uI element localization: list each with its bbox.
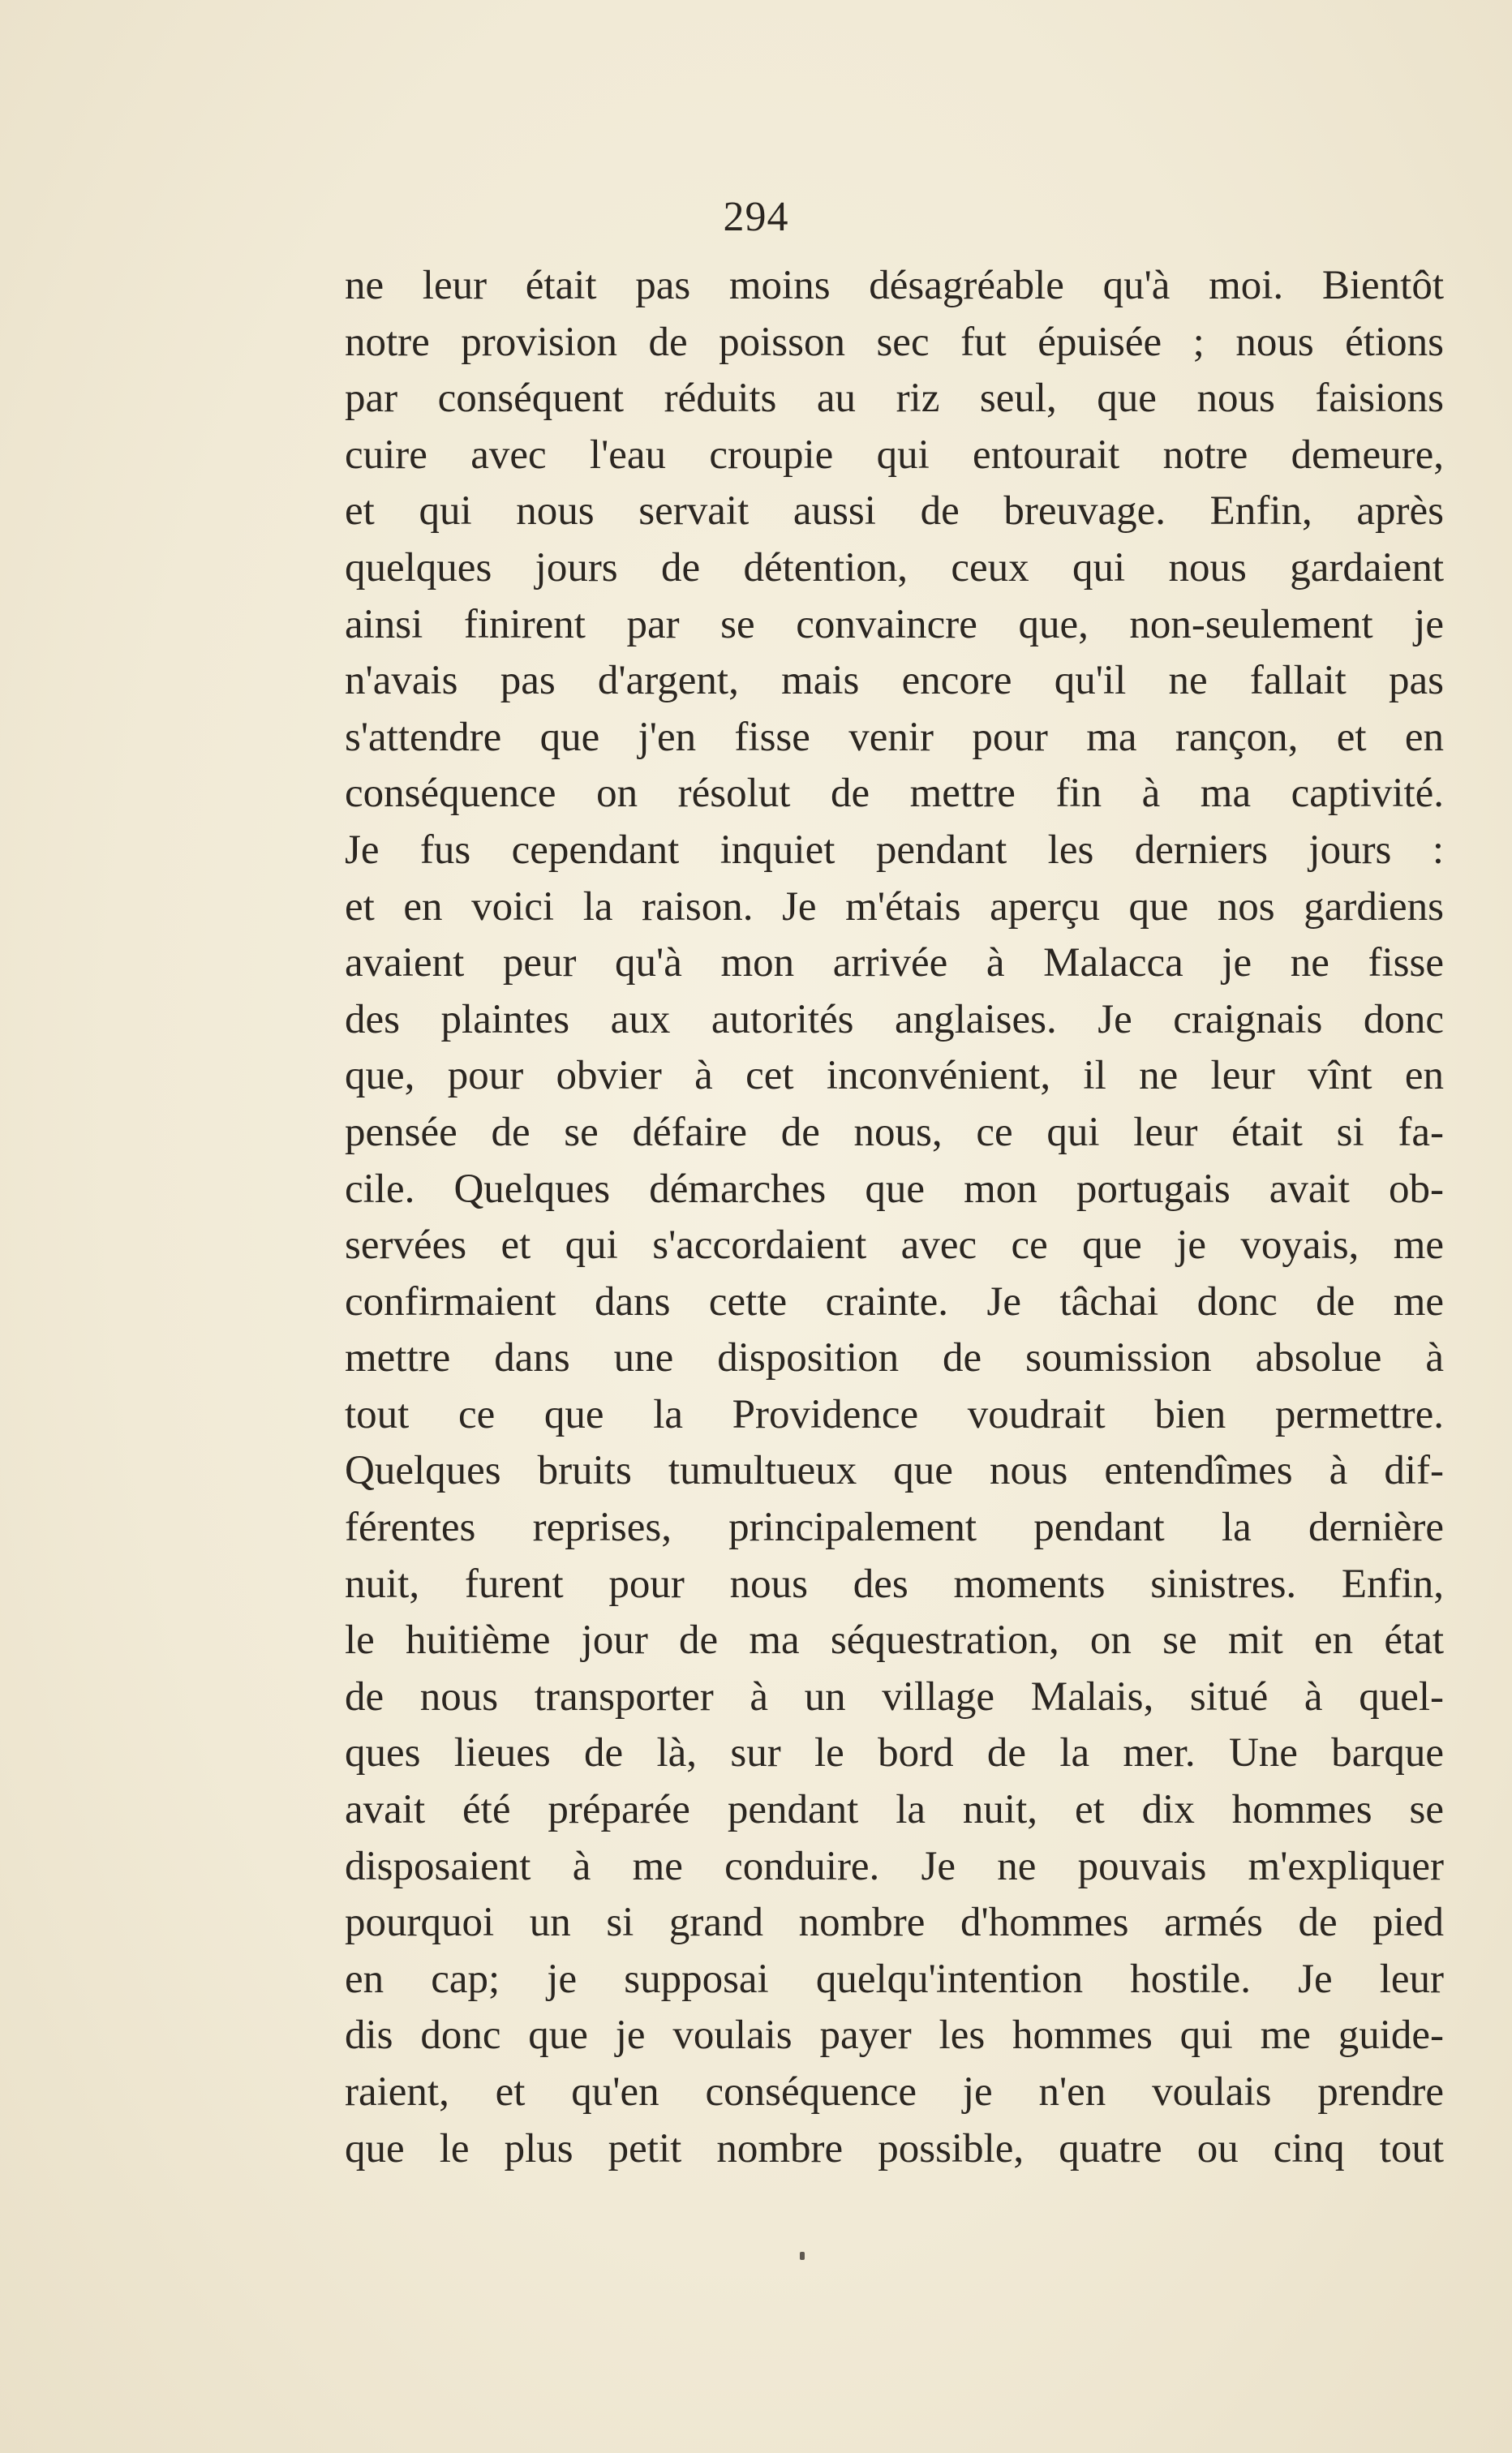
- text-line: notre provision de poisson sec fut épuisée ; nous étions: [345, 319, 1444, 365]
- text-line: Quelques bruits tumultueux que nous entendîmes à dif-: [345, 1448, 1444, 1494]
- text-line: pourquoi un si grand nombre d'hommes armés de pied: [345, 1900, 1444, 1946]
- text-line: pensée de se défaire de nous, ce qui leur était si fa-: [345, 1109, 1444, 1155]
- text-line: en cap; je supposai quelqu'intention hostile. Je leur: [345, 1956, 1444, 2002]
- text-line: quelques jours de détention, ceux qui nous gardaient: [345, 544, 1444, 591]
- text-line: raient, et qu'en conséquence je n'en voulais prendre: [345, 2069, 1444, 2115]
- text-line: tout ce que la Providence voudrait bien permettre.: [345, 1391, 1444, 1437]
- text-line: que le plus petit nombre possible, quatre ou cinq tout: [345, 2125, 1444, 2172]
- text-line: servées et qui s'accordaient avec ce que je voyais, me: [345, 1222, 1444, 1269]
- text-line: disposaient à me conduire. Je ne pouvais m'expliquer: [345, 1843, 1444, 1889]
- text-line: conséquence on résolut de mettre fin à ma captivité.: [345, 771, 1444, 817]
- text-line: confirmaient dans cette crainte. Je tâchai donc de me: [345, 1278, 1444, 1325]
- text-line: nuit, furent pour nous des moments sinistres. Enfin,: [345, 1561, 1444, 1607]
- text-line: s'attendre que j'en fisse venir pour ma rançon, et en: [345, 714, 1444, 760]
- text-line: et qui nous servait aussi de breuvage. Enfin, après: [345, 488, 1444, 535]
- ink-speck: [800, 2252, 805, 2260]
- text-line: n'avais pas d'argent, mais encore qu'il ne fallait pas: [345, 658, 1444, 704]
- text-line: Je fus cependant inquiet pendant les derniers jours :: [345, 827, 1444, 873]
- text-line: cile. Quelques démarches que mon portugais avait ob-: [345, 1166, 1444, 1212]
- text-line: et en voici la raison. Je m'étais aperçu que nos gardiens: [345, 883, 1444, 930]
- body-text: [345, 258, 1444, 2177]
- text-line: le huitième jour de ma séquestration, on se mit en état: [345, 1617, 1444, 1664]
- text-line: des plaintes aux autorités anglaises. Je craignais donc: [345, 996, 1444, 1042]
- text-line: férentes reprises, principalement pendant la dernière: [345, 1505, 1444, 1551]
- text-line: que, pour obvier à cet inconvénient, il ne leur vînt en: [345, 1053, 1444, 1099]
- text-line: dis donc que je voulais payer les hommes qui me guide-: [345, 2013, 1444, 2059]
- text-line: cuire avec l'eau croupie qui entourait notre demeure,: [345, 432, 1444, 478]
- text-line: avait été préparée pendant la nuit, et dix hommes se: [345, 1787, 1444, 1833]
- text-line: ques lieues de là, sur le bord de la mer. Une barque: [345, 1730, 1444, 1776]
- text-line: mettre dans une disposition de soumission absolue à: [345, 1335, 1444, 1381]
- text-line: avaient peur qu'à mon arrivée à Malacca je ne fisse: [345, 940, 1444, 986]
- text-line: ne leur était pas moins désagréable qu'à moi. Bientôt: [345, 263, 1444, 308]
- text-line: par conséquent réduits au riz seul, que nous faisions: [345, 376, 1444, 422]
- text-line: de nous transporter à un village Malais, situé à quel-: [345, 1673, 1444, 1720]
- page-number: 294: [723, 194, 789, 240]
- text-line: ainsi finirent par se convaincre que, non-seulement je: [345, 601, 1444, 647]
